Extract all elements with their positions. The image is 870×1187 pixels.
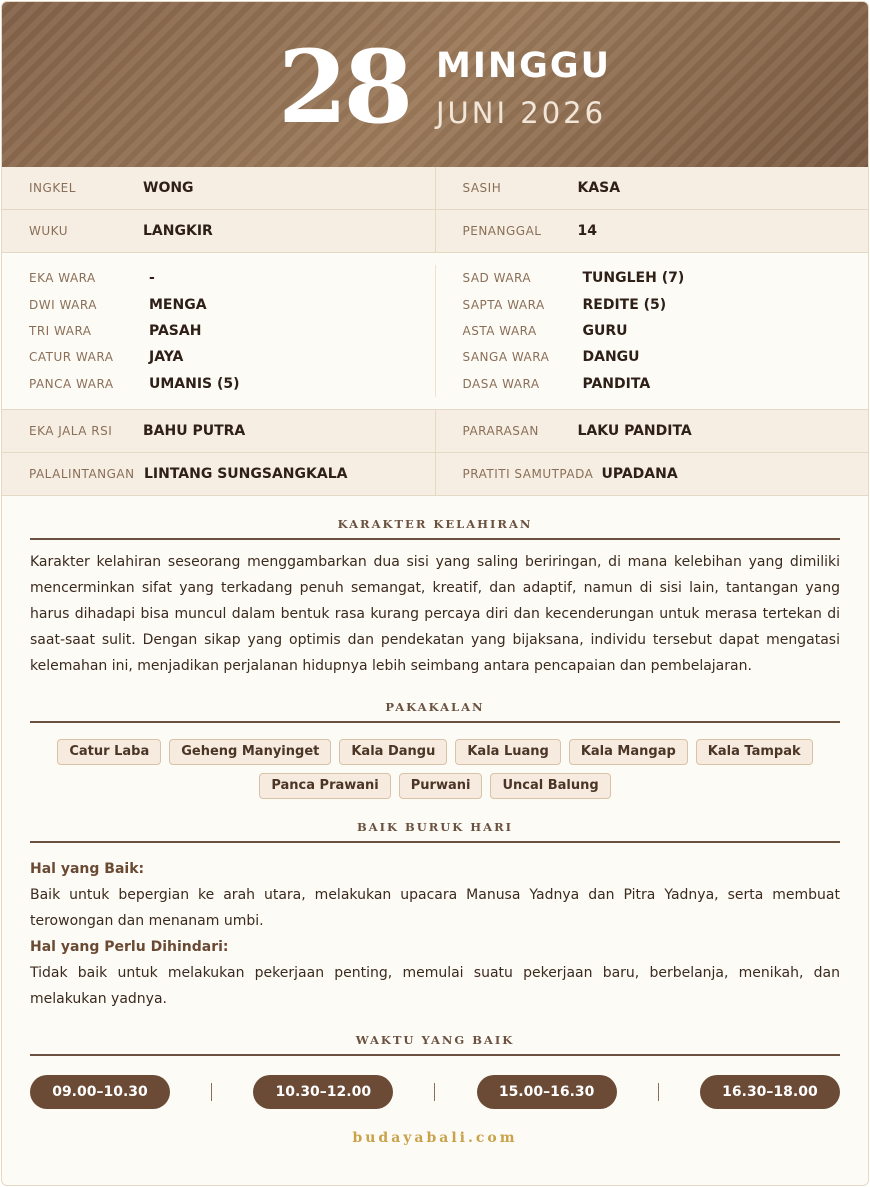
karakter-section — [2, 496, 868, 679]
wara-label: EKA WARA — [29, 271, 96, 286]
month-year: JUNI 2026 — [436, 96, 607, 130]
wara-right-column — [435, 265, 869, 397]
pakakalan-chip: Kala Tampak — [696, 739, 813, 765]
info-value: KASA — [577, 180, 621, 196]
eka-jala-rsi-cell — [2, 410, 435, 452]
wara-label: PANCA WARA — [29, 376, 114, 391]
info-value: LANGKIR — [143, 223, 213, 239]
info-value: BAHU PUTRA — [143, 422, 246, 439]
baik-buruk-section — [2, 799, 868, 1012]
pratiti-samutpada-cell — [435, 453, 869, 495]
pakakalan-chip: Kala Luang — [455, 739, 560, 765]
extra-row-1 — [2, 410, 868, 453]
info-label: PALALINTANGAN — [29, 466, 135, 481]
wara-label: SANGA WARA — [462, 350, 550, 365]
wara-row — [29, 291, 435, 317]
good-text: Baik untuk bepergian ke arah utara, melakukan upacara Manusa Yadnya dan Pitra Yadnya, serta membuat terowongan dan menanam umbi. — [30, 886, 840, 929]
info-label: PENANGGAL — [462, 224, 542, 238]
wara-grid — [2, 253, 868, 410]
info-label: PRATITI SAMUTPADA — [462, 466, 594, 481]
separator — [211, 1083, 212, 1101]
info-value: LINTANG SUNGSANGKALA — [144, 465, 348, 482]
wara-value: REDITE (5) — [582, 296, 667, 313]
ingkel-cell — [2, 167, 435, 209]
wara-value: DANGU — [582, 349, 640, 366]
waktu-section — [2, 1012, 868, 1056]
extra-row-2 — [2, 453, 868, 496]
wara-label: DASA WARA — [462, 376, 540, 391]
wara-row — [29, 265, 435, 291]
pakakalan-chip: Panca Prawani — [259, 773, 390, 799]
baik-buruk-body — [30, 843, 840, 1012]
info-label: PARARASAN — [462, 423, 539, 438]
wara-row — [463, 318, 869, 344]
info-value: LAKU PANDITA — [577, 422, 692, 439]
pakakalan-chip: Kala Dangu — [339, 739, 447, 765]
info-value: UPADANA — [601, 465, 678, 482]
wara-left-column — [2, 265, 435, 397]
site-footer: budayabali.com — [352, 1129, 518, 1146]
wara-value: MENGA — [149, 296, 207, 313]
pakakalan-chips — [2, 723, 868, 799]
separator — [434, 1083, 435, 1101]
wara-value: PASAH — [149, 322, 202, 339]
wara-row — [29, 344, 435, 370]
info-label: INGKEL — [29, 181, 76, 195]
wara-label: TRI WARA — [29, 323, 92, 338]
sasih-cell — [435, 167, 869, 209]
info-row-2 — [2, 210, 868, 253]
calendar-card — [1, 1, 869, 1186]
wara-row — [29, 371, 435, 397]
info-value: WONG — [143, 180, 194, 196]
info-label: EKA JALA RSI — [29, 423, 113, 438]
wara-value: UMANIS (5) — [149, 375, 240, 392]
bad-text: Tidak baik untuk melakukan pekerjaan penting, memulai suatu pekerjaan baru, berbelanja, menikah, dan melakukan yadnya. — [30, 964, 840, 1007]
wara-value: GURU — [582, 322, 628, 339]
wara-value: - — [149, 270, 155, 287]
time-slot: 16.30–18.00 — [700, 1075, 840, 1109]
pararasan-cell — [435, 410, 869, 452]
pakakalan-chip: Geheng Manyinget — [169, 739, 331, 765]
wara-label: SAD WARA — [462, 271, 532, 286]
pakakalan-chip: Catur Laba — [57, 739, 161, 765]
wara-row — [463, 344, 869, 370]
wara-row — [463, 265, 869, 291]
date-header — [2, 2, 868, 167]
time-slots — [2, 1056, 868, 1109]
day-number: 28 — [278, 28, 410, 146]
wara-row — [463, 291, 869, 317]
section-title: WAKTU YANG BAIK — [30, 1012, 840, 1056]
bad-heading: Hal yang Perlu Dihindari: — [30, 938, 229, 955]
section-title: KARAKTER KELAHIRAN — [30, 496, 840, 540]
palalintangan-cell — [2, 453, 435, 495]
time-slot: 10.30–12.00 — [253, 1075, 393, 1109]
pakakalan-chip: Uncal Balung — [490, 773, 610, 799]
penanggal-cell — [435, 210, 869, 252]
info-label: SASIH — [462, 181, 502, 195]
time-slot: 15.00–16.30 — [477, 1075, 617, 1109]
pakakalan-section — [2, 679, 868, 723]
wara-row — [463, 371, 869, 397]
section-title: BAIK BURUK HARI — [30, 799, 840, 843]
wara-label: DWI WARA — [29, 297, 97, 312]
separator — [658, 1083, 659, 1101]
section-title: PAKAKALAN — [30, 679, 840, 723]
wara-label: ASTA WARA — [462, 323, 537, 338]
info-label: WUKU — [29, 224, 68, 238]
pakakalan-chip: Kala Mangap — [569, 739, 688, 765]
info-value: 14 — [577, 223, 597, 239]
karakter-text: Karakter kelahiran seseorang menggambarkan dua sisi yang saling beriringan, di mana kelebihan yang dimiliki mencerminkan sifat yang terkadang penuh semangat, kreatif, dan adaptif, namun di sisi lain, tantangan yang harus dihadapi bisa muncul dalam bentuk rasa kurang percaya diri dan kecenderungan untuk merasa tertekan di saat-saat sulit. Dengan sikap yang optimis dan pendekatan yang bijaksana, individu tersebut dapat mengatasi kelemahan ini, menjadikan perjalanan hidupnya lebih seimbang antara pencapaian dan pembelajaran. — [30, 553, 840, 674]
pakakalan-chip: Purwani — [399, 773, 483, 799]
wara-label: SAPTA WARA — [462, 297, 545, 312]
weekday-name: MINGGU — [436, 46, 612, 86]
wara-value: TUNGLEH (7) — [582, 270, 685, 287]
wara-label: CATUR WARA — [29, 350, 114, 365]
wuku-cell — [2, 210, 435, 252]
wara-value: PANDITA — [582, 375, 651, 392]
wara-row — [29, 318, 435, 344]
info-row-1 — [2, 167, 868, 210]
time-slot: 09.00–10.30 — [30, 1075, 170, 1109]
good-heading: Hal yang Baik: — [30, 860, 145, 877]
wara-value: JAYA — [149, 349, 184, 366]
